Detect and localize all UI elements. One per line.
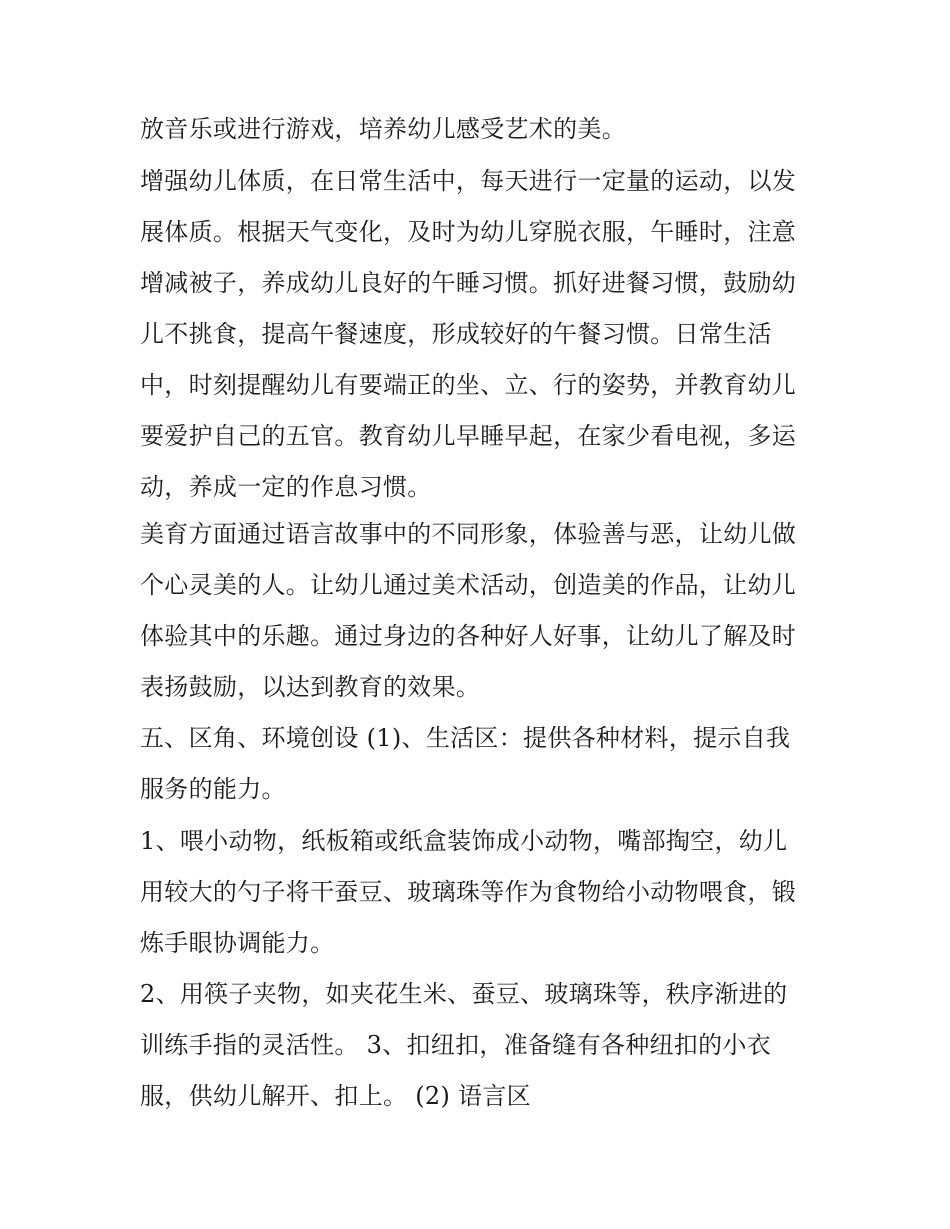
text-line: 中，时刻提醒幼儿有要端正的坐、立、行的姿势，并教育幼儿: [140, 371, 797, 399]
text-line: 服务的能力。: [140, 775, 286, 803]
text-line: 动，养成一定的作息习惯。: [140, 473, 432, 501]
text-line: 展体质。根据天气变化，及时为幼儿穿脱衣服，午睡时，注意: [140, 218, 797, 246]
text-line: 体验其中的乐趣。通过身边的各种好人好事，让幼儿了解及时: [140, 622, 797, 650]
text-line: 要爱护自己的五官。教育幼儿早睡早起，在家少看电视，多运: [140, 422, 797, 450]
text-line: 个心灵美的人。让幼儿通过美术活动，创造美的作品，让幼儿: [140, 571, 797, 599]
text-line: 儿不挑食，提高午餐速度，形成较好的午餐习惯。日常生活: [140, 320, 772, 348]
text-line: 服，供幼儿解开、扣上。 (2) 语言区: [140, 1082, 531, 1110]
text-line: 增强幼儿体质，在日常生活中，每天进行一定量的运动，以发: [140, 167, 797, 195]
text-line: 增减被子，养成幼儿良好的午睡习惯。抓好进餐习惯，鼓励幼: [140, 269, 797, 297]
text-line: 放音乐或进行游戏，培养幼儿感受艺术的美。: [140, 115, 626, 143]
text-line: 炼手眼协调能力。: [140, 929, 335, 957]
text-line: 1、喂小动物，纸板箱或纸盒装饰成小动物，嘴部掏空，幼儿: [140, 827, 788, 855]
text-line: 五、区角、环境创设 (1)、生活区：提供各种材料，提示自我: [140, 724, 791, 752]
text-line: 2、用筷子夹物，如夹花生米、蚕豆、玻璃珠等，秩序渐进的: [140, 980, 788, 1008]
text-line: 美育方面通过语言故事中的不同形象，体验善与恶，让幼儿做: [140, 520, 797, 548]
text-line: 训练手指的灵活性。 3、扣纽扣，准备缝有各种纽扣的小衣: [140, 1031, 771, 1059]
text-line: 用较大的勺子将干蚕豆、玻璃珠等作为食物给小动物喂食，锻: [140, 878, 797, 906]
text-line: 表扬鼓励，以达到教育的效果。: [140, 673, 481, 701]
